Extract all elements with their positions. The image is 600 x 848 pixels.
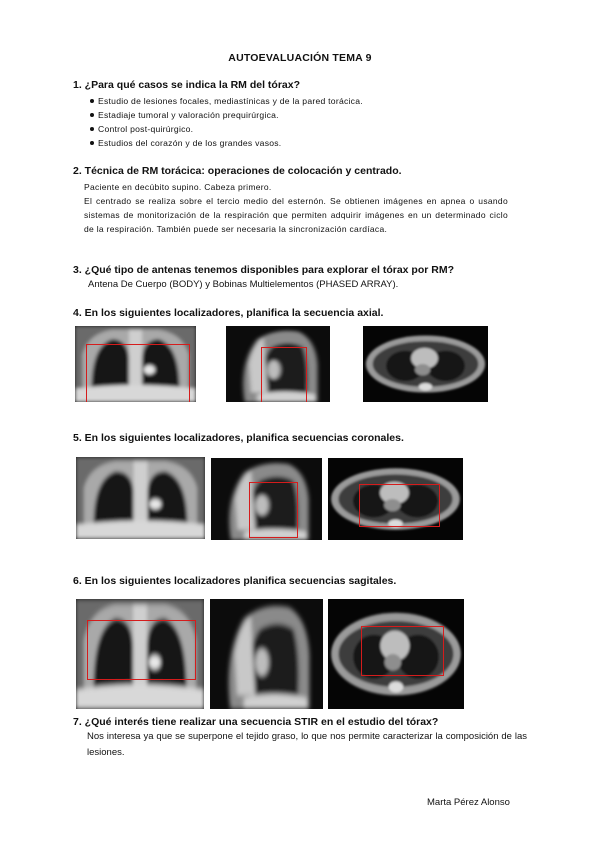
question-4-heading: 4. En los siguientes localizadores, planifica la secuencia axial. xyxy=(73,307,384,319)
question-7-answer: Nos interesa ya que se superpone el tejido graso, lo que nos permite caracterizar la composición de las lesiones. xyxy=(87,731,527,758)
question-2-paragraph: El centrado se realiza sobre el tercio medio del esternón. Se obtienen imágenes en apnea o usando sistemas de monitorización de la respiración que permiten adquirir imágenes en un determinado ciclo de la respiración. También puede ser necesaria la sincronización cardíaca. xyxy=(84,196,508,235)
page-title: AUTOEVALUACIÓN TEMA 9 xyxy=(228,52,372,64)
sagittal-localizer-image xyxy=(211,458,322,540)
bullet-icon xyxy=(90,99,94,103)
item-text: Control post-quirúrgico. xyxy=(98,124,194,134)
item-text: Estadiaje tumoral y valoración prequirúrgica. xyxy=(98,110,279,120)
axial-planning-box[interactable] xyxy=(86,344,190,402)
coronal-localizer-image xyxy=(76,457,205,539)
question-1-heading: 1. ¿Para qué casos se indica la RM del tórax? xyxy=(73,79,301,91)
question-2-heading: 2. Técnica de RM torácica: operaciones de colocación y centrado. xyxy=(73,165,402,177)
author-name: Marta Pérez Alonso xyxy=(427,797,510,808)
question-5-heading: 5. En los siguientes localizadores, planifica secuencias coronales. xyxy=(73,432,404,444)
axial-localizer-image xyxy=(363,326,488,402)
coronal-planning-box[interactable] xyxy=(359,484,440,527)
question-3-answer: Antena De Cuerpo (BODY) y Bobinas Multielementos (PHASED ARRAY). xyxy=(88,279,399,290)
coronal-localizer-image xyxy=(76,599,204,709)
question-7-heading: 7. ¿Qué interés tiene realizar una secuencia STIR en el estudio del tórax? xyxy=(73,716,439,728)
bullet-icon xyxy=(90,127,94,131)
question-1-item xyxy=(90,96,363,106)
question-2-line: Paciente en decúbito supino. Cabeza primero. xyxy=(84,182,272,192)
item-text: Estudio de lesiones focales, mediastínicas y de la pared torácica. xyxy=(98,96,363,106)
question-6-heading: 6. En los siguientes localizadores planifica secuencias sagitales. xyxy=(73,575,397,587)
bullet-icon xyxy=(90,141,94,145)
item-text: Estudios del corazón y de los grandes vasos. xyxy=(98,138,282,148)
question-1-item xyxy=(90,124,193,134)
sagittal-planning-box[interactable] xyxy=(361,626,444,676)
question-1-item xyxy=(90,138,281,148)
coronal-localizer-image xyxy=(75,326,196,402)
sagittal-localizer-image xyxy=(210,599,323,709)
sagittal-localizer-image xyxy=(226,326,330,402)
axial-localizer-image xyxy=(328,599,464,709)
question-3-heading: 3. ¿Qué tipo de antenas tenemos disponibles para explorar el tórax por RM? xyxy=(73,264,454,276)
sagittal-planning-box[interactable] xyxy=(87,620,196,680)
axial-localizer-image xyxy=(328,458,463,540)
question-1-item xyxy=(90,110,279,120)
bullet-icon xyxy=(90,113,94,117)
coronal-planning-box[interactable] xyxy=(249,482,298,538)
axial-planning-box[interactable] xyxy=(261,347,307,402)
